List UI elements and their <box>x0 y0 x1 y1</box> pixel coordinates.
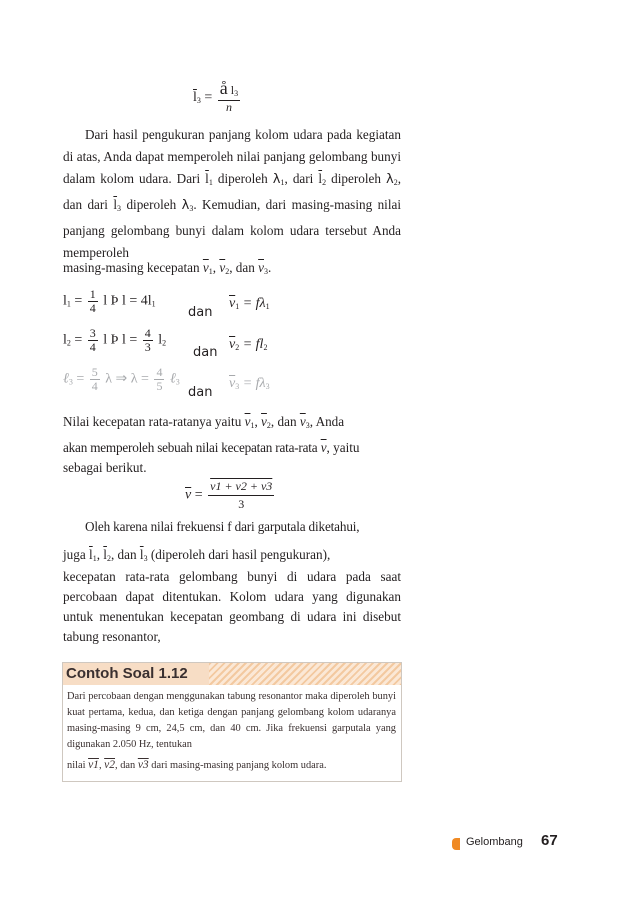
eq1-num: 1 <box>89 287 96 301</box>
p3-l1-sub: 1 <box>92 554 97 563</box>
eq1-lhs: l <box>63 293 67 309</box>
eq1-eq: = <box>74 293 83 309</box>
p2-v3-sub: 3 <box>305 421 310 430</box>
eq3-rhs-v-sub: 3 <box>235 382 240 391</box>
p1-v1-sub: 1 <box>208 267 213 276</box>
p1-lam1: λ <box>272 172 281 187</box>
p2-text-b: , Anda <box>309 414 345 429</box>
p1-l3-sub: 3 <box>117 204 122 213</box>
avg-formula-eq: = <box>194 487 203 503</box>
p2-line-3 <box>63 460 147 476</box>
p3-comma: , <box>96 547 100 562</box>
p3-l2: $\overline{l}$ <box>103 547 107 562</box>
p1-end: . <box>268 260 272 275</box>
p1-velocity-line <box>63 260 271 276</box>
eq1-fraction <box>88 288 98 315</box>
p2-v1-sub: 1 <box>250 421 255 430</box>
p3-line-2 <box>63 547 330 563</box>
eq2-num2: 4 <box>144 326 151 340</box>
example-nilai: nilai <box>67 760 86 771</box>
p1-text-b: diperoleh <box>217 171 268 186</box>
eq1-rhs <box>229 296 270 312</box>
eq3-den: 4 <box>91 379 98 393</box>
p1-text-a: Dari hasil pengukuran panjang kolom udara pada kegiatan di atas, Anda dapat memperoleh nilai panjang gelombang bunyi dalam kolom udara. Dari <box>63 127 401 186</box>
p1-l2-sub: 2 <box>322 178 327 187</box>
p1-text-e: , dan dari <box>63 171 402 212</box>
eq2-fraction <box>88 327 98 354</box>
eq1-rhs-v-sub: 1 <box>235 302 240 311</box>
example-box-text <box>67 689 396 774</box>
eq2-eq: = <box>74 332 83 348</box>
p3-body: kecepatan rata-rata gelombang bunyi di udara pada saat percobaan dapat ditentukan. Kolom udara yang digunakan untuk menentukan kecepatan geombang di udara ini disebut tabung resonantor, <box>63 569 401 644</box>
p2-line-1 <box>63 414 344 430</box>
p1-l1-sub: 1 <box>208 178 213 187</box>
eq3-num2: 4 <box>156 365 163 379</box>
equation-1 <box>63 288 156 315</box>
p3-l2-sub: 2 <box>106 554 111 563</box>
paragraph-1 <box>63 124 401 264</box>
p3-l1: $\overline{l}$ <box>89 547 93 562</box>
p2-line-2 <box>63 440 360 456</box>
p3-text-a: Oleh karena nilai frekuensi f dari garputala diketahui, <box>85 519 360 534</box>
eq3-tail: ℓ <box>169 371 176 387</box>
p3-text-c: (diperoleh dari hasil pengukuran), <box>150 547 331 562</box>
eq1-mid: l Þ l = 4l <box>103 293 152 309</box>
example-v1: v1 <box>88 759 99 771</box>
p1-text-f: diperoleh <box>126 197 177 212</box>
eq1-mid-sub: 1 <box>151 299 156 309</box>
eq3-num: 5 <box>91 365 98 379</box>
p3-text-b: juga <box>63 547 86 562</box>
example-v3: v3 <box>137 759 149 771</box>
p1-lam1-sub: 1 <box>280 178 285 187</box>
page-number: 67 <box>541 832 558 849</box>
avg-formula-lhs: $\overline{v}$ <box>185 487 192 503</box>
p2-v2: $\overline{v}$ <box>261 414 267 429</box>
eq3-connector: dan <box>188 385 213 400</box>
eq2-rhs-v-sub: 2 <box>235 343 240 352</box>
p1-text-d: diperoleh <box>331 171 381 186</box>
eq3-rhs <box>229 376 270 392</box>
eq1-den: 4 <box>89 301 96 315</box>
eq2-num: 3 <box>89 326 96 340</box>
eq3-mid: λ ⇒ λ = <box>105 371 149 387</box>
p1-v1: $\overline{v}$ <box>202 260 209 275</box>
eq2-lhs-sub: 2 <box>66 338 71 348</box>
eq2-tail: l <box>158 332 163 348</box>
example-tail: dari masing-masing panjang kolom udara. <box>151 760 327 771</box>
top-formula-eq: = <box>204 90 213 106</box>
p1-lam2-sub: 2 <box>393 178 398 187</box>
p2-text-c: akan memperoleh sebuah nilai kecepatan rata-rata <box>63 440 318 455</box>
eq3-den2: 5 <box>156 379 163 393</box>
p2-v: $\overline{v}$ <box>320 440 327 455</box>
eq3-lhs-sub: 3 <box>68 377 73 387</box>
top-formula-fraction <box>218 78 240 114</box>
example-box <box>62 662 402 782</box>
eq3-rhs-v: $\overline{v}$ <box>229 376 236 391</box>
eq2-mid: l Þ l = <box>103 332 138 348</box>
example-text: Dari percobaan dengan menggunakan tabung resonantor maka diperoleh bunyi kuat pertama, kedua, dan ketiga dengan panjang gelombang kolom udaranya masing-masing 9 cm, 24,5 cm, dan 40 cm. Jika frekuensi garputala yang digunakan 2.050 Hz, tentukan <box>67 691 396 750</box>
eq2-den2: 3 <box>144 340 151 354</box>
p1-v2: $\overline{v}$ <box>219 260 226 275</box>
top-formula-term-sub: 3 <box>234 89 239 98</box>
equation-3 <box>63 366 180 393</box>
p3-line-1 <box>85 519 359 535</box>
eq2-den: 4 <box>89 340 96 354</box>
eq2-fraction-2 <box>143 327 153 354</box>
eq1-rhs-eq: = fλ <box>242 296 266 311</box>
p2-text-a: Nilai kecepatan rata-ratanya yaitu <box>63 414 242 429</box>
p2-v2-sub: 2 <box>266 421 271 430</box>
eq3-rhs-eq: = fλ <box>242 376 266 391</box>
eq1-rhs-v: $\overline{v}$ <box>229 296 236 311</box>
example-last-line <box>67 757 396 774</box>
avg-formula-num: v1 + v2 + v3 <box>208 478 274 496</box>
chapter-label: Gelombang <box>466 836 523 848</box>
p1-dan: , dan <box>229 260 255 275</box>
top-formula-term: l <box>230 83 235 97</box>
eq3-tail-sub: 3 <box>175 377 180 387</box>
p3-l3: $\overline{l}$ <box>139 547 144 562</box>
eq3-lhs: ℓ <box>63 371 69 387</box>
eq2-rhs-v: $\overline{v}$ <box>229 337 236 352</box>
avg-formula-den: 3 <box>238 497 245 511</box>
avg-formula <box>185 478 276 513</box>
example-box-stripe <box>209 663 401 685</box>
p1-text-g: . Kemudian, dari masing-masing nilai panjang gelombang bunyi dalam kolom udara tersebut Anda memperoleh <box>63 197 402 260</box>
p1-l2: $\overline{l}$ <box>318 171 323 186</box>
p2-dan: , dan <box>270 414 297 429</box>
chapter-tab-marker <box>452 838 460 850</box>
eq3-fraction-2 <box>154 366 164 393</box>
top-formula-den: n <box>225 100 232 114</box>
example-v2: v2 <box>104 759 116 771</box>
example-box-title: Contoh Soal 1.12 <box>66 665 188 682</box>
eq2-lhs: l <box>63 332 67 348</box>
eq1-rhs-lam-sub: 1 <box>265 302 270 311</box>
p2-text-e: sebagai berikut. <box>63 460 147 475</box>
p1-lam3-sub: 3 <box>189 204 194 213</box>
p1-v3-sub: 3 <box>264 267 268 276</box>
eq1-connector: dan <box>188 305 213 320</box>
p2-v3: $\overline{v}$ <box>299 414 306 429</box>
top-formula-lhs-sub: 3 <box>196 96 201 106</box>
p1-lam3: λ <box>181 198 190 213</box>
p3-dan: , dan <box>110 547 137 562</box>
p2-v1: $\overline{v}$ <box>244 414 251 429</box>
eq3-rhs-lam-sub: 3 <box>265 382 270 391</box>
p1-v3: $\overline{v}$ <box>258 260 264 275</box>
p1-v2-sub: 2 <box>225 267 230 276</box>
eq2-rhs-lam-sub: 2 <box>263 343 268 352</box>
example-comma: , <box>98 760 102 771</box>
eq1-lhs-sub: 1 <box>66 299 71 309</box>
p3-l3-sub: 3 <box>143 554 148 563</box>
avg-formula-fraction <box>208 478 274 513</box>
top-formula-sum: å <box>219 78 228 98</box>
eq3-fraction <box>90 366 100 393</box>
p1-text-h: masing-masing kecepatan <box>63 260 200 275</box>
eq2-rhs <box>229 337 267 353</box>
p1-lam2: λ <box>386 172 394 187</box>
p2-comma: , <box>254 414 258 429</box>
p1-text-c: , dari <box>284 171 314 186</box>
top-formula-lhs: $\overline{l}$ <box>193 90 197 106</box>
equation-2 <box>63 327 166 354</box>
eq2-rhs-eq: = fl <box>242 337 264 352</box>
eq2-connector: dan <box>193 345 218 360</box>
eq3-eq: = <box>76 371 85 387</box>
p2-text-d: , yaitu <box>326 440 360 455</box>
example-dan: , dan <box>115 760 136 771</box>
p1-l1: $\overline{l}$ <box>205 171 209 186</box>
example-box-header <box>63 663 401 685</box>
p1-comma: , <box>212 260 217 275</box>
p1-l3: $\overline{l}$ <box>113 197 118 212</box>
eq2-tail-sub: 2 <box>162 338 167 348</box>
top-formula <box>193 78 242 114</box>
